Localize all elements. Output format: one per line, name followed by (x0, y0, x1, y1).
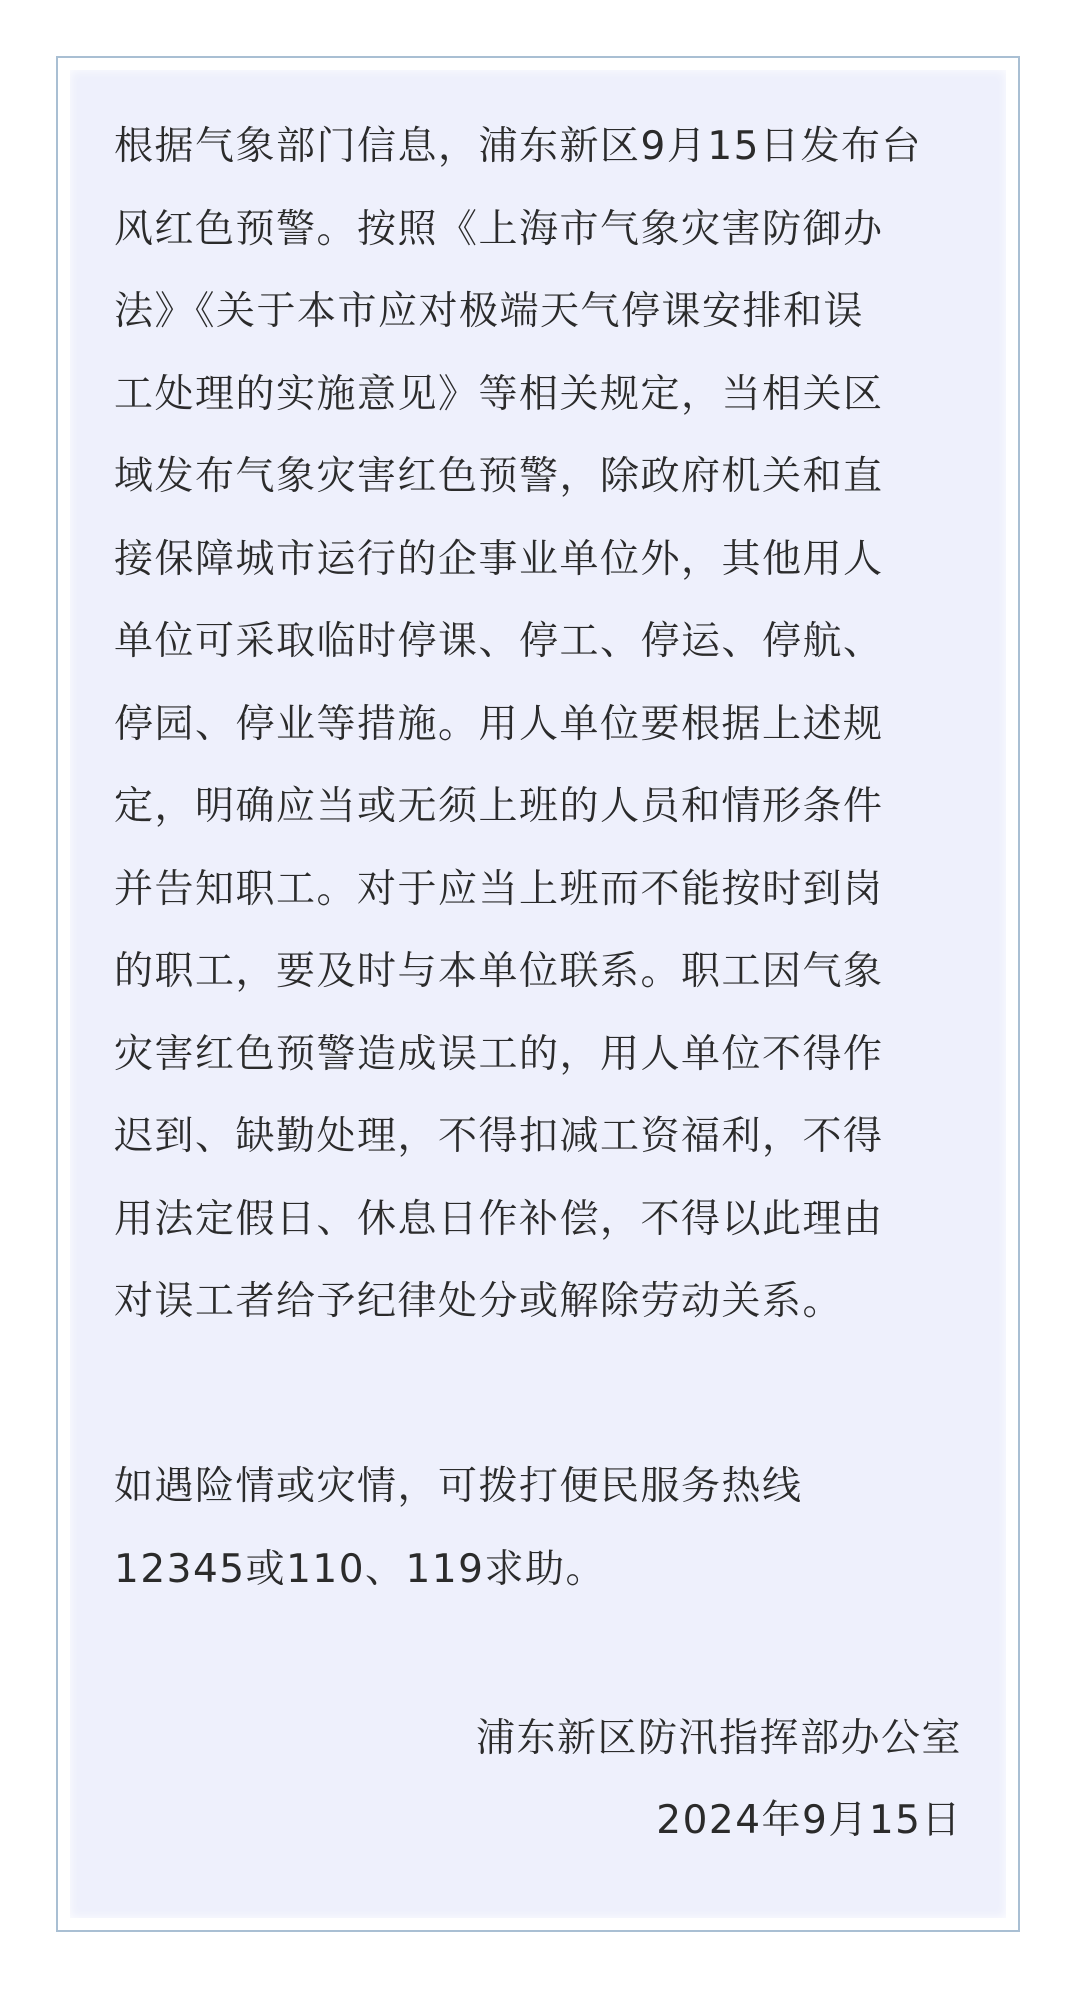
paragraph-line: 风红色预警。按照《上海市气象灾害防御办 (114, 206, 884, 252)
notice-panel (70, 70, 1006, 1918)
notice-paragraph-main (114, 106, 984, 1344)
notice-paragraph-hotline (114, 1446, 984, 1611)
paragraph-line: 对误工者给予纪律处分或解除劳动关系。 (114, 1279, 844, 1324)
paragraph-line: 法》《关于本市应对极端天气停课安排和误 (114, 289, 865, 334)
paragraph-line: 用法定假日、休息日作补偿，不得以此理由 (114, 1196, 884, 1242)
paragraph-line: 12345或110、119求助。 (114, 1546, 606, 1592)
paragraph-line: 并告知职工。对于应当上班而不能按时到岗 (114, 866, 884, 912)
paragraph-line: 迟到、缺勤处理，不得扣减工资福利，不得 (114, 1114, 884, 1159)
paragraph-line: 单位可采取临时停课、停工、停运、停航、 (114, 619, 884, 664)
paragraph-line: 定，明确应当或无须上班的人员和情形条件 (114, 784, 884, 829)
paragraph-line: 如遇险情或灾情，可拨打便民服务热线 (114, 1464, 803, 1509)
paragraph-line: 的职工，要及时与本单位联系。职工因气象 (114, 949, 884, 994)
paragraph-line: 停园、停业等措施。用人单位要根据上述规 (114, 701, 884, 747)
paragraph-line: 根据气象部门信息，浦东新区9月15日发布台 (114, 124, 922, 169)
signature-date: 2024年9月15日 (656, 1798, 962, 1843)
paragraph-line: 工处理的实施意见》等相关规定，当相关区 (114, 371, 884, 417)
signature-organization: 浦东新区防汛指挥部办公室 (475, 1716, 962, 1761)
paragraph-line: 接保障城市运行的企事业单位外，其他用人 (114, 536, 884, 582)
paragraph-line: 域发布气象灾害红色预警，除政府机关和直 (114, 454, 884, 499)
notice-frame (56, 56, 1020, 1932)
paragraph-line: 灾害红色预警造成误工的，用人单位不得作 (114, 1031, 884, 1077)
